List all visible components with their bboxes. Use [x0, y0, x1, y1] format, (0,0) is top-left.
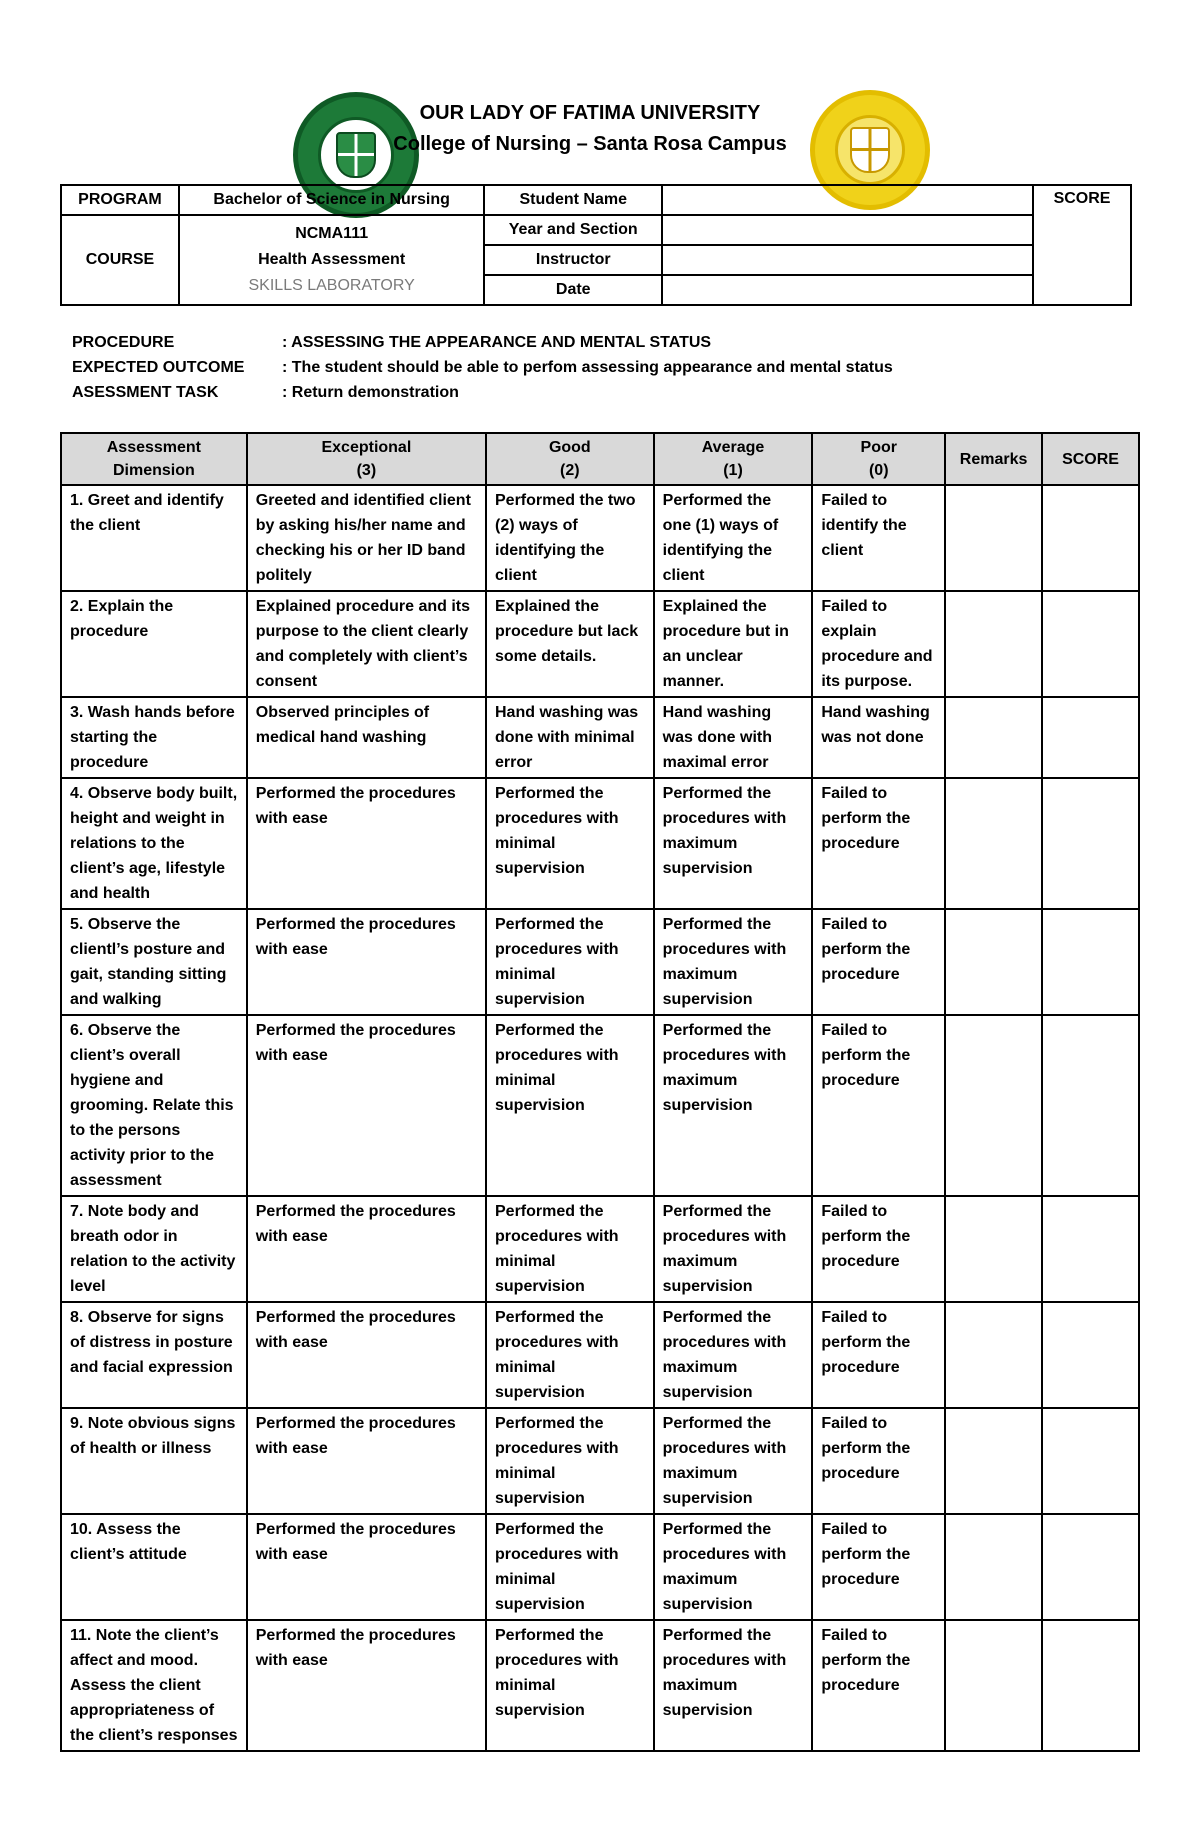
course-label: COURSE	[61, 215, 179, 305]
table-row	[61, 1015, 1139, 1196]
good-cell: Performed the procedures with minimal supervision	[486, 1514, 654, 1620]
score-label: SCORE	[1053, 190, 1111, 207]
dimension-cell: 9. Note obvious signs of health or illness	[61, 1408, 247, 1514]
header-good: Good (2)	[486, 433, 654, 485]
dimension-cell: 7. Note body and breath odor in relation to the activity level	[61, 1196, 247, 1302]
header-remarks: Remarks	[945, 433, 1042, 485]
instructor-field[interactable]	[662, 245, 1033, 275]
dimension-cell: 4. Observe body built, height and weight in relations to the client’s age, lifestyle and health	[61, 778, 247, 909]
average-cell: Performed the procedures with maximum supervision	[654, 1015, 813, 1196]
poor-cell: Failed to perform the procedure	[812, 909, 945, 1015]
table-row	[61, 909, 1139, 1015]
expected-outcome-label: EXPECTED OUTCOME	[72, 359, 245, 376]
table-row	[61, 591, 1139, 697]
remarks-cell[interactable]	[945, 1302, 1042, 1408]
remarks-cell[interactable]	[945, 1514, 1042, 1620]
rubric-table	[60, 432, 1140, 1752]
poor-cell: Failed to perform the procedure	[812, 1196, 945, 1302]
remarks-cell[interactable]	[945, 591, 1042, 697]
score-cell[interactable]	[1042, 697, 1139, 778]
exceptional-cell: Performed the procedures with ease	[247, 1302, 486, 1408]
course-code: NCMA111	[295, 225, 369, 242]
course-name: Health Assessment	[258, 251, 406, 268]
poor-cell: Failed to perform the procedure	[812, 1408, 945, 1514]
year-section-label: Year and Section	[484, 215, 662, 245]
college-name: College of Nursing – Santa Rosa Campus	[393, 133, 787, 155]
average-cell: Performed the procedures with maximum supervision	[654, 1302, 813, 1408]
course-cell	[179, 215, 484, 305]
remarks-cell[interactable]	[945, 1015, 1042, 1196]
poor-cell: Failed to perform the procedure	[812, 778, 945, 909]
table-row	[61, 1196, 1139, 1302]
header-average: Average (1)	[654, 433, 813, 485]
score-cell[interactable]	[1042, 778, 1139, 909]
dimension-cell: 11. Note the client’s affect and mood. Assess the client appropriateness of the client’s responses	[61, 1620, 247, 1751]
score-cell[interactable]	[1042, 1302, 1139, 1408]
exceptional-cell: Greeted and identified client by asking his/her name and checking his or her ID band politely	[247, 485, 486, 591]
exceptional-cell: Performed the procedures with ease	[247, 778, 486, 909]
exceptional-cell: Performed the procedures with ease	[247, 1015, 486, 1196]
score-cell[interactable]	[1042, 1620, 1139, 1751]
exceptional-cell: Performed the procedures with ease	[247, 1514, 486, 1620]
exceptional-cell: Explained procedure and its purpose to the client clearly and completely with client’s consent	[247, 591, 486, 697]
poor-cell: Failed to identify the client	[812, 485, 945, 591]
good-cell: Performed the procedures with minimal supervision	[486, 1015, 654, 1196]
score-cell[interactable]	[1042, 1196, 1139, 1302]
table-row	[61, 1620, 1139, 1751]
good-cell: Explained the procedure but lack some details.	[486, 591, 654, 697]
date-label: Date	[484, 275, 662, 305]
remarks-cell[interactable]	[945, 1620, 1042, 1751]
table-row	[61, 1408, 1139, 1514]
table-row	[61, 778, 1139, 909]
header-poor: Poor (0)	[812, 433, 945, 485]
good-cell: Hand washing was done with minimal error	[486, 697, 654, 778]
good-cell: Performed the procedures with minimal supervision	[486, 1196, 654, 1302]
good-cell: Performed the procedures with minimal supervision	[486, 1408, 654, 1514]
score-cell[interactable]	[1042, 485, 1139, 591]
good-cell: Performed the procedures with minimal supervision	[486, 909, 654, 1015]
score-cell[interactable]	[1042, 1408, 1139, 1514]
header-dimension: Assessment Dimension	[61, 433, 247, 485]
exceptional-cell: Performed the procedures with ease	[247, 1408, 486, 1514]
score-cell[interactable]	[1042, 591, 1139, 697]
average-cell: Performed the procedures with maximum supervision	[654, 1620, 813, 1751]
table-row	[61, 697, 1139, 778]
remarks-cell[interactable]	[945, 1196, 1042, 1302]
table-row	[61, 1514, 1139, 1620]
average-cell: Explained the procedure but in an unclear manner.	[654, 591, 813, 697]
date-field[interactable]	[662, 275, 1033, 305]
instructor-label: Instructor	[484, 245, 662, 275]
average-cell: Performed the procedures with maximum supervision	[654, 1196, 813, 1302]
score-cell[interactable]	[1042, 1514, 1139, 1620]
exceptional-cell: Performed the procedures with ease	[247, 1620, 486, 1751]
table-row	[61, 1302, 1139, 1408]
procedure-value: : ASSESSING THE APPEARANCE AND MENTAL STATUS	[282, 334, 712, 351]
dimension-cell: 1. Greet and identify the client	[61, 485, 247, 591]
exceptional-cell: Observed principles of medical hand washing	[247, 697, 486, 778]
course-type: SKILLS LABORATORY	[248, 277, 415, 294]
assessment-task-value: : Return demonstration	[282, 384, 459, 401]
poor-cell: Failed to perform the procedure	[812, 1514, 945, 1620]
average-cell: Performed the procedures with maximum supervision	[654, 1408, 813, 1514]
program-label: PROGRAM	[61, 185, 179, 215]
good-cell: Performed the procedures with minimal supervision	[486, 1302, 654, 1408]
average-cell: Performed the procedures with maximum supervision	[654, 909, 813, 1015]
poor-cell: Hand washing was not done	[812, 697, 945, 778]
dimension-cell: 2. Explain the procedure	[61, 591, 247, 697]
student-info-table	[60, 184, 1132, 306]
dimension-cell: 5. Observe the clientl’s posture and gait, standing sitting and walking	[61, 909, 247, 1015]
remarks-cell[interactable]	[945, 697, 1042, 778]
poor-cell: Failed to perform the procedure	[812, 1620, 945, 1751]
average-cell: Performed the one (1) ways of identifying the client	[654, 485, 813, 591]
score-cell[interactable]	[1042, 909, 1139, 1015]
good-cell: Performed the procedures with minimal supervision	[486, 1620, 654, 1751]
poor-cell: Failed to perform the procedure	[812, 1015, 945, 1196]
assessment-task-label: ASESSMENT TASK	[72, 384, 219, 401]
good-cell: Performed the two (2) ways of identifying the client	[486, 485, 654, 591]
average-cell: Hand washing was done with maximal error	[654, 697, 813, 778]
procedure-label: PROCEDURE	[72, 334, 175, 351]
good-cell: Performed the procedures with minimal supervision	[486, 778, 654, 909]
remarks-cell[interactable]	[945, 1408, 1042, 1514]
table-row	[61, 485, 1139, 591]
dimension-cell: 10. Assess the client’s attitude	[61, 1514, 247, 1620]
dimension-cell: 6. Observe the client’s overall hygiene and grooming. Relate this to the persons activity prior to the assessment	[61, 1015, 247, 1196]
header-exceptional: Exceptional (3)	[247, 433, 486, 485]
year-section-field[interactable]	[662, 215, 1033, 245]
poor-cell: Failed to explain procedure and its purpose.	[812, 591, 945, 697]
score-cell[interactable]	[1042, 1015, 1139, 1196]
dimension-cell: 8. Observe for signs of distress in posture and facial expression	[61, 1302, 247, 1408]
university-name: OUR LADY OF FATIMA UNIVERSITY	[419, 102, 761, 124]
remarks-cell[interactable]	[945, 778, 1042, 909]
poor-cell: Failed to perform the procedure	[812, 1302, 945, 1408]
average-cell: Performed the procedures with maximum supervision	[654, 778, 813, 909]
exceptional-cell: Performed the procedures with ease	[247, 1196, 486, 1302]
program-value: Bachelor of Science in Nursing	[179, 185, 484, 215]
average-cell: Performed the procedures with maximum supervision	[654, 1514, 813, 1620]
dimension-cell: 3. Wash hands before starting the procedure	[61, 697, 247, 778]
header-score: SCORE	[1042, 433, 1139, 485]
remarks-cell[interactable]	[945, 909, 1042, 1015]
exceptional-cell: Performed the procedures with ease	[247, 909, 486, 1015]
procedure-block	[72, 330, 893, 405]
student-name-field[interactable]	[662, 185, 1033, 215]
score-box[interactable]	[1033, 185, 1131, 305]
student-name-label: Student Name	[484, 185, 662, 215]
expected-outcome-value: : The student should be able to perfom assessing appearance and mental status	[282, 359, 893, 376]
remarks-cell[interactable]	[945, 485, 1042, 591]
